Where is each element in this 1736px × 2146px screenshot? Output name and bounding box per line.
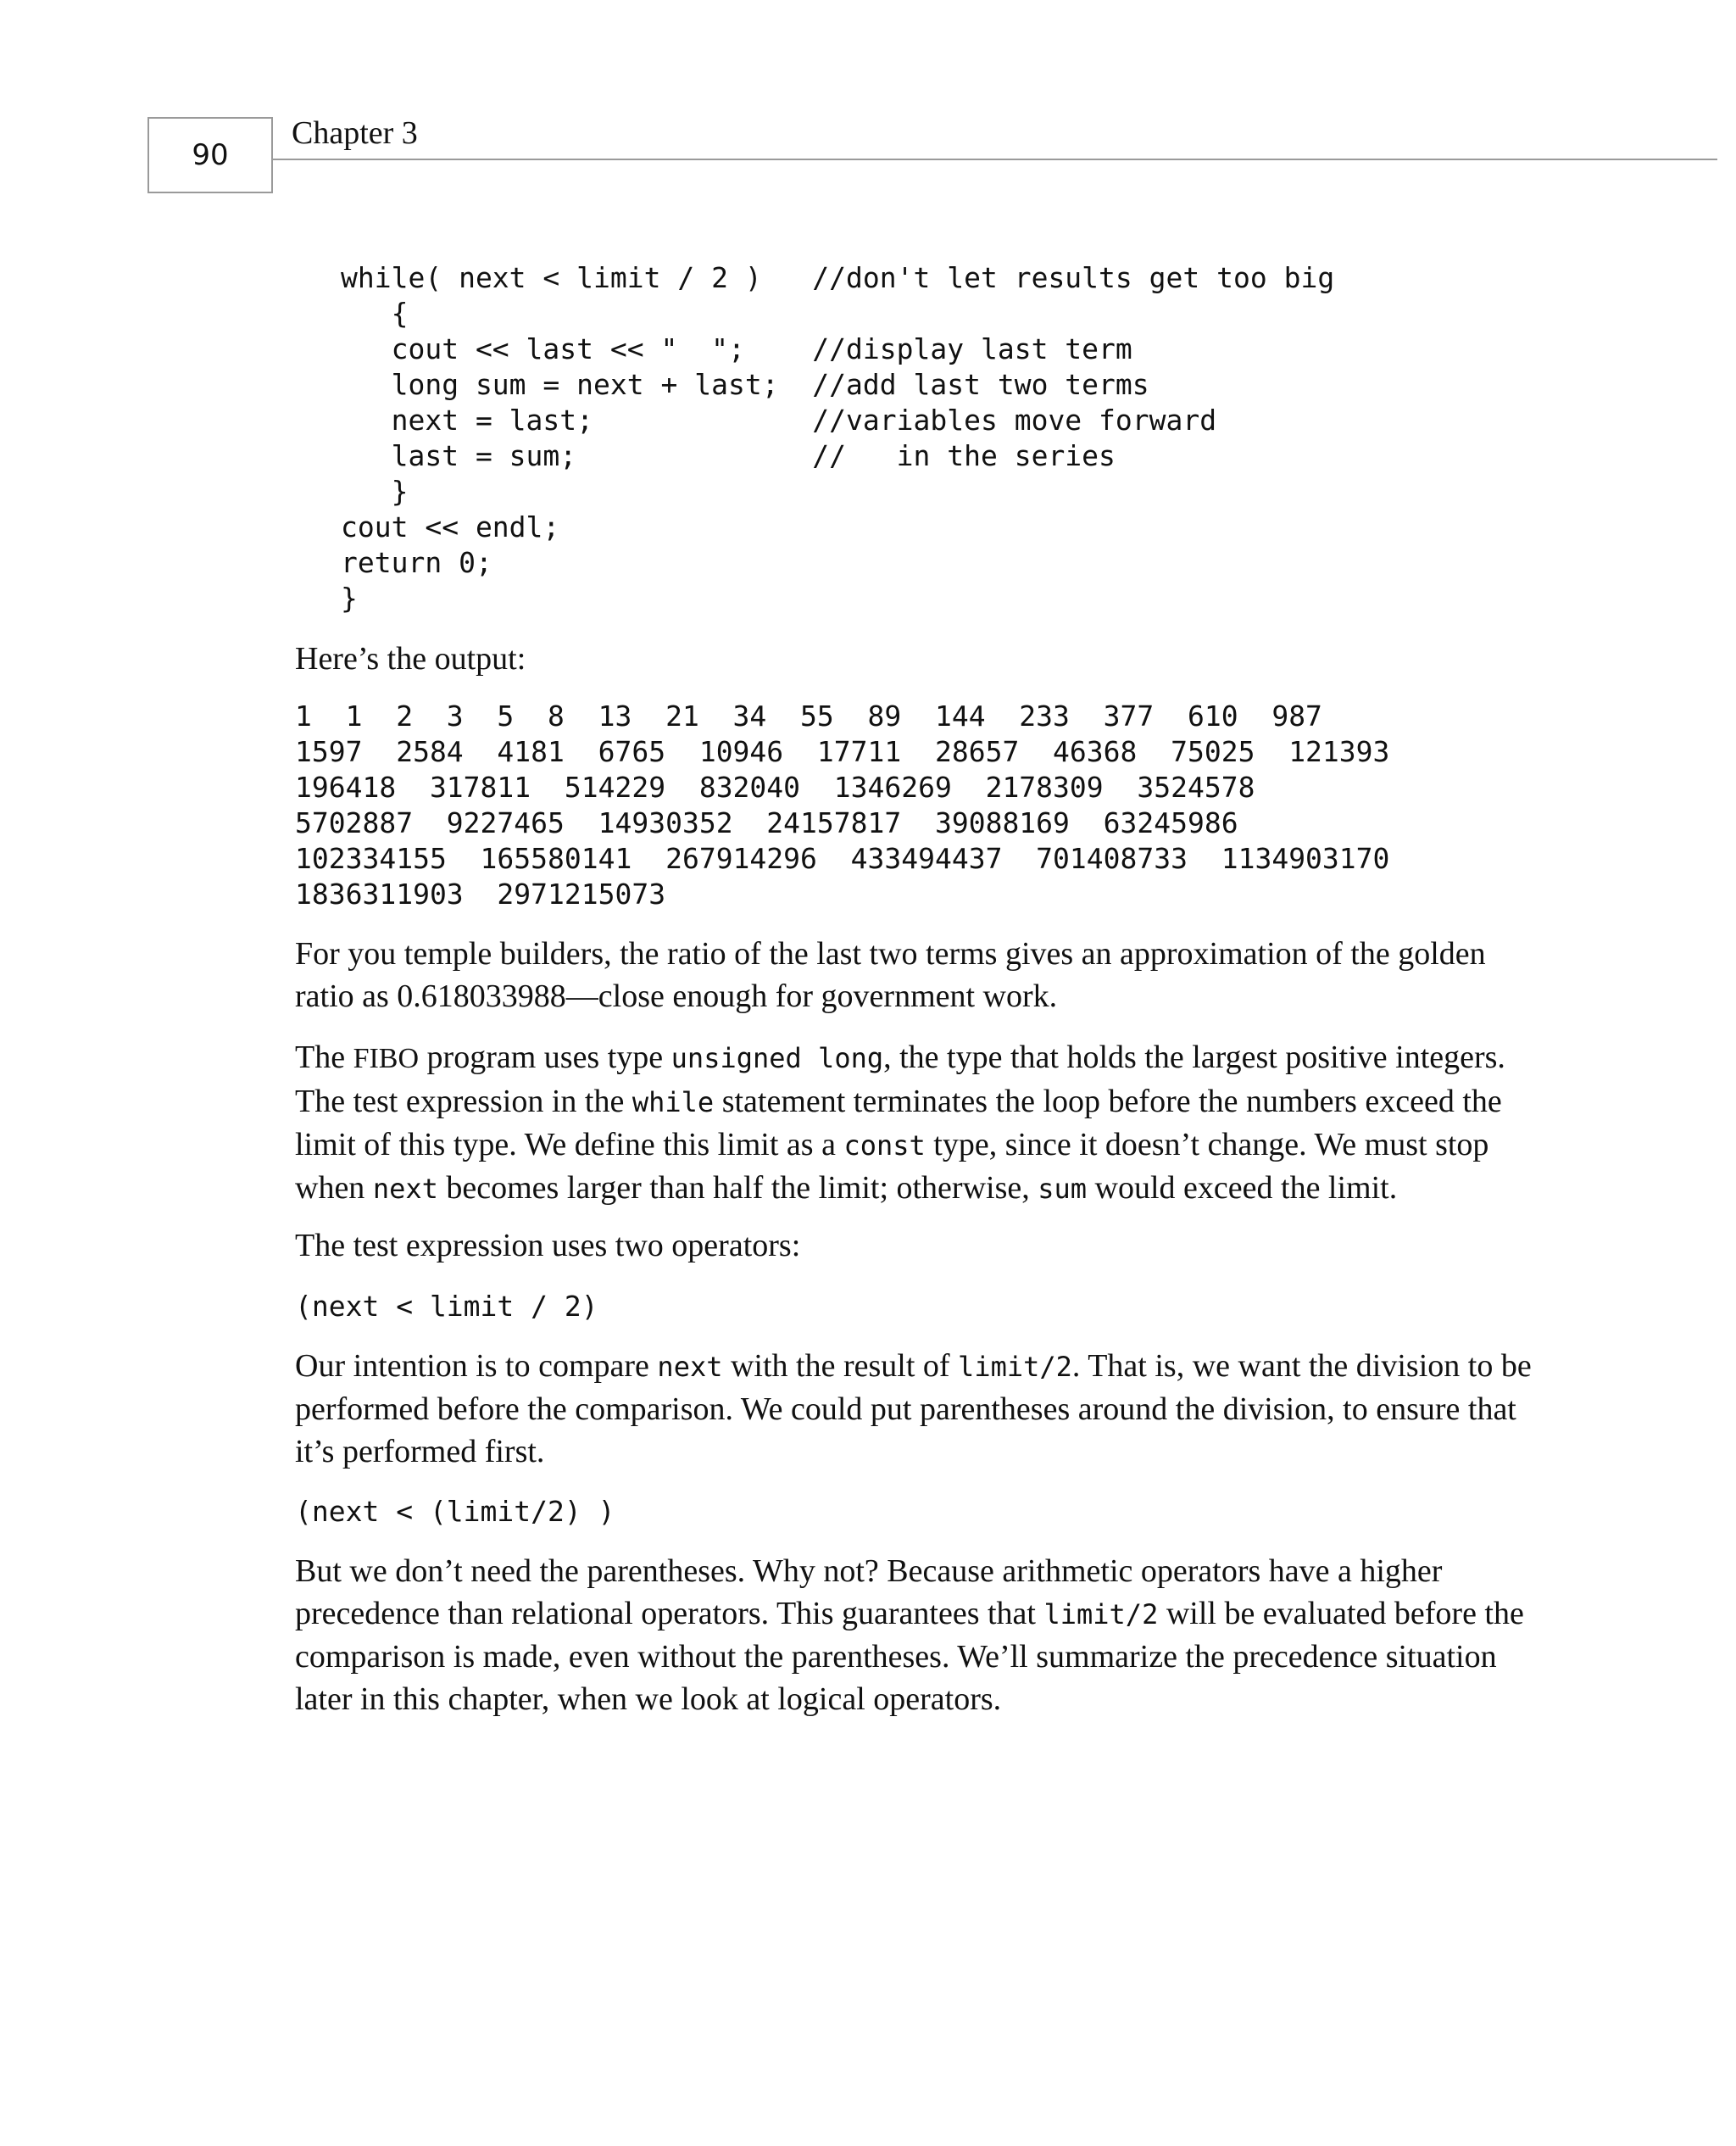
fibo-paragraph xyxy=(295,1036,1541,1210)
intention-paragraph xyxy=(295,1345,1541,1473)
program-output xyxy=(295,699,1389,912)
output-line: 102334155 165580141 267914296 433494437 701408733 1134903170 xyxy=(295,842,1390,875)
expression-example: (next < limit / 2) xyxy=(295,1290,598,1323)
inline-code: next xyxy=(657,1351,723,1383)
inline-code: const xyxy=(843,1129,926,1162)
paragraph-text: program uses type xyxy=(419,1040,671,1075)
inline-code: limit/2 xyxy=(958,1351,1072,1383)
paragraph-text: will be evaluated before the comparison is made, even without the parentheses. We’ll summarize the precedence situation later in this chapter, when we look at logical operators. xyxy=(295,1596,1524,1717)
output-line: 5702887 9227465 14930352 24157817 39088169 63245986 xyxy=(295,806,1238,839)
inline-code: unsigned long xyxy=(670,1042,884,1074)
paragraph-text: type, since it doesn’t change. We must stop when xyxy=(295,1127,1489,1206)
code-line: { xyxy=(341,297,409,330)
paragraph-text: would exceed the limit. xyxy=(1087,1170,1398,1206)
code-line: } xyxy=(341,475,409,508)
output-line: 1836311903 2971215073 xyxy=(295,878,666,911)
output-intro-paragraph: Here’s the output: xyxy=(295,641,526,677)
header-rule xyxy=(273,159,1717,160)
output-line: 1 1 2 3 5 8 13 21 34 55 89 144 233 377 610 987 xyxy=(295,700,1322,733)
golden-ratio-paragraph: For you temple builders, the ratio of the last two terms gives an approximation of the golden ratio as 0.618033988—close enough for government work. xyxy=(295,936,1486,1014)
code-line: cout << endl; xyxy=(341,510,560,543)
output-line: 196418 317811 514229 832040 1346269 2178309 3524578 xyxy=(295,771,1255,804)
inline-code: limit/2 xyxy=(1043,1598,1159,1630)
code-line: } xyxy=(341,582,358,615)
precedence-paragraph xyxy=(295,1550,1541,1720)
code-line: last = sum; // in the series xyxy=(341,439,1116,472)
inline-code: while xyxy=(632,1086,715,1118)
inline-code: next xyxy=(372,1173,438,1205)
paragraph-text: statement terminates the loop before the numbers exceed the limit of this type. We define this limit as a xyxy=(295,1084,1502,1162)
chapter-title: Chapter 3 xyxy=(292,115,418,151)
paragraph-text: Our intention is to compare xyxy=(295,1348,658,1384)
program-name: FIBO xyxy=(353,1043,420,1074)
paragraph-text: becomes larger than half the limit; otherwise, xyxy=(437,1170,1038,1206)
page-number: 90 xyxy=(147,117,273,193)
code-line: return 0; xyxy=(341,546,492,579)
code-line: cout << last << " "; //display last term xyxy=(341,332,1132,365)
paragraph-text: with the result of xyxy=(722,1348,959,1384)
parenthesized-expression-example: (next < (limit/2) ) xyxy=(295,1495,615,1528)
code-line: while( next < limit / 2 ) //don't let results get too big xyxy=(341,261,1335,294)
code-line: next = last; //variables move forward xyxy=(341,404,1217,437)
test-expression-paragraph: The test expression uses two operators: xyxy=(295,1228,801,1263)
inline-code: sum xyxy=(1038,1173,1088,1205)
paragraph-text: But we don’t need the parentheses. Why not? Because arithmetic operators have a higher precedence than relational operators. This guarantees that xyxy=(295,1553,1443,1631)
paragraph-text: , the type that holds the largest positive integers. The test expression in the xyxy=(295,1040,1505,1119)
code-line: long sum = next + last; //add last two terms xyxy=(341,368,1149,401)
paragraph-text: . That is, we want the division to be performed before the comparison. We could put parentheses around the division, to ensure that it’s performed first. xyxy=(295,1348,1532,1469)
output-line: 1597 2584 4181 6765 10946 17711 28657 46368 75025 121393 xyxy=(295,735,1390,768)
code-listing xyxy=(341,260,1334,616)
paragraph-text: The xyxy=(295,1040,353,1075)
